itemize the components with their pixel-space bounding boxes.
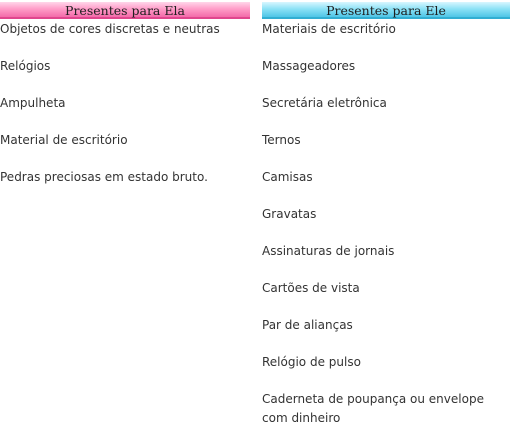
gifts-for-her-column bbox=[0, 2, 250, 205]
gifts-for-her-list bbox=[0, 20, 250, 187]
gifts-for-him-header: Presentes para Ele bbox=[262, 2, 510, 19]
list-item: Ternos bbox=[262, 133, 301, 147]
list-item: Par de alianças bbox=[262, 318, 353, 332]
gifts-for-him-list bbox=[262, 20, 510, 428]
list-item: Secretária eletrônica bbox=[262, 96, 387, 110]
list-item: Caderneta de poupança ou envelope com dinheiro bbox=[262, 392, 484, 425]
gifts-for-him-column bbox=[262, 2, 510, 446]
list-item: Material de escritório bbox=[0, 133, 128, 147]
list-item: Massageadores bbox=[262, 59, 356, 73]
list-item: Relógios bbox=[0, 59, 51, 73]
gifts-for-her-header: Presentes para Ela bbox=[0, 2, 250, 19]
list-item: Relógio de pulso bbox=[262, 355, 361, 369]
list-item: Assinaturas de jornais bbox=[262, 244, 395, 258]
list-item: Objetos de cores discretas e neutras bbox=[0, 22, 220, 36]
list-item: Camisas bbox=[262, 170, 313, 184]
list-item: Materiais de escritório bbox=[262, 22, 396, 36]
list-item: Cartões de vista bbox=[262, 281, 360, 295]
list-item: Ampulheta bbox=[0, 96, 66, 110]
list-item: Gravatas bbox=[262, 207, 317, 221]
list-item: Pedras preciosas em estado bruto. bbox=[0, 170, 208, 184]
